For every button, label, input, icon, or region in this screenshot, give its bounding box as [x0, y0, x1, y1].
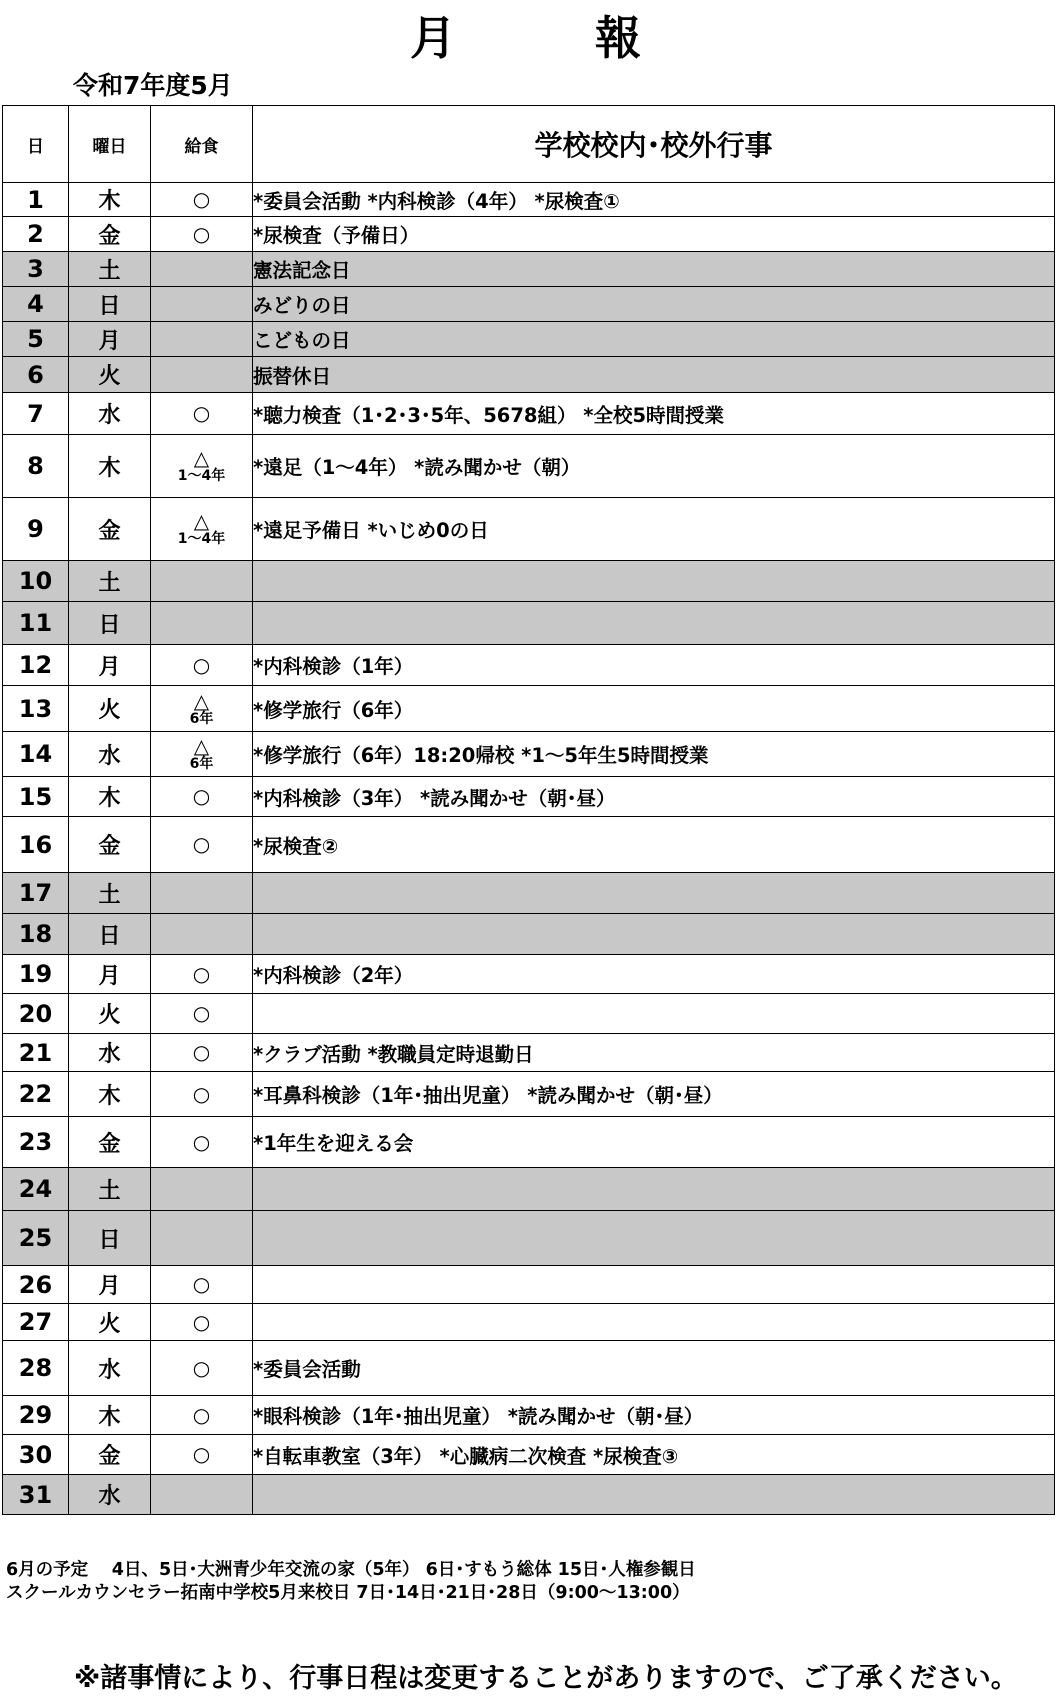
day-number: 29: [3, 1396, 69, 1435]
day-number: 23: [3, 1117, 69, 1168]
meal-status: [151, 1117, 253, 1168]
events-cell: *尿検査（予備日）: [253, 217, 1055, 252]
table-row: [3, 1475, 1055, 1515]
weekday: 木: [69, 777, 151, 817]
weekday: 金: [69, 1117, 151, 1168]
day-number: 7: [3, 393, 69, 435]
weekday: 土: [69, 561, 151, 602]
weekday: 日: [69, 287, 151, 322]
meal-status: [151, 1266, 253, 1304]
meal-grades: 1～4年: [177, 468, 226, 485]
table-row: [3, 561, 1055, 602]
meal-status: [151, 561, 253, 602]
events-cell: *1年生を迎える会: [253, 1117, 1055, 1168]
header-events: 学校校内･校外行事: [253, 106, 1055, 183]
meal-mark: ○: [192, 187, 211, 211]
day-number: 3: [3, 252, 69, 287]
meal-status: [151, 322, 253, 357]
day-number: 16: [3, 817, 69, 873]
events-cell: *耳鼻科検診（1年･抽出児童） *読み聞かせ（朝･昼）: [253, 1072, 1055, 1117]
events-cell: *自転車教室（3年） *心臓病二次検査 *尿検査③: [253, 1435, 1055, 1475]
day-number: 24: [3, 1168, 69, 1211]
day-number: 5: [3, 322, 69, 357]
day-number: 11: [3, 602, 69, 645]
meal-mark: ○: [192, 401, 211, 425]
meal-status: [151, 357, 253, 393]
meal-status: [151, 955, 253, 994]
day-number: 2: [3, 217, 69, 252]
header-day: 日: [3, 106, 69, 183]
events-cell: *遠足（1～4年） *読み聞かせ（朝）: [253, 435, 1055, 498]
weekday: 水: [69, 1341, 151, 1396]
day-number: 28: [3, 1341, 69, 1396]
meal-mark: △: [193, 734, 210, 759]
day-number: 31: [3, 1475, 69, 1515]
table-row: [3, 817, 1055, 873]
weekday: 日: [69, 602, 151, 645]
weekday: 土: [69, 1168, 151, 1211]
table-row: [3, 645, 1055, 686]
day-number: 9: [3, 498, 69, 561]
events-cell: [253, 1266, 1055, 1304]
weekday: 金: [69, 498, 151, 561]
day-number: 1: [3, 183, 69, 217]
title-char-2: 報: [595, 11, 643, 65]
meal-status: [151, 914, 253, 955]
events-cell: [253, 561, 1055, 602]
day-number: 18: [3, 914, 69, 955]
table-row: [3, 955, 1055, 994]
meal-mark: ○: [192, 1309, 211, 1334]
events-cell: [253, 994, 1055, 1034]
meal-mark: ○: [192, 1272, 211, 1296]
table-row: [3, 914, 1055, 955]
table-row: [3, 1072, 1055, 1117]
events-cell: *遠足予備日 *いじめ0の日: [253, 498, 1055, 561]
meal-mark: ○: [192, 1040, 211, 1064]
meal-mark: ○: [192, 961, 211, 986]
meal-mark: ○: [192, 832, 211, 856]
meal-status: [151, 1341, 253, 1396]
meal-status: [151, 1435, 253, 1475]
events-cell: *委員会活動 *内科検診（4年） *尿検査①: [253, 183, 1055, 217]
meal-status: [151, 1072, 253, 1117]
day-number: 26: [3, 1266, 69, 1304]
meal-grades: 6年: [189, 756, 214, 773]
events-cell: *眼科検診（1年･抽出児童） *読み聞かせ（朝･昼）: [253, 1396, 1055, 1435]
meal-status: [151, 994, 253, 1034]
day-number: 22: [3, 1072, 69, 1117]
meal-status: [151, 873, 253, 914]
counselor-note: スクールカウンセラー拓南中学校5月来校日 7日･14日･21日･28日（9:00～13:00）: [6, 1583, 690, 1603]
meal-mark: △: [193, 446, 210, 471]
table-row: [3, 498, 1055, 561]
header-meal: 給食: [151, 106, 253, 183]
header-row: [3, 106, 1055, 183]
meal-status: [151, 1211, 253, 1266]
meal-status: [151, 498, 253, 561]
meal-mark: △: [193, 688, 210, 713]
table-row: [3, 393, 1055, 435]
weekday: 土: [69, 252, 151, 287]
table-row: [3, 252, 1055, 287]
events-cell: [253, 1211, 1055, 1266]
table-row: [3, 1435, 1055, 1475]
meal-status: [151, 777, 253, 817]
events-cell: *内科検診（3年） *読み聞かせ（朝･昼）: [253, 777, 1055, 817]
table-row: [3, 1211, 1055, 1266]
events-cell: [253, 1168, 1055, 1211]
events-cell: [253, 1475, 1055, 1515]
events-cell: *内科検診（1年）: [253, 645, 1055, 686]
meal-status: [151, 1304, 253, 1341]
weekday: 月: [69, 645, 151, 686]
weekday: 木: [69, 1072, 151, 1117]
table-row: [3, 1396, 1055, 1435]
weekday: 火: [69, 1304, 151, 1341]
table-row: [3, 287, 1055, 322]
day-number: 12: [3, 645, 69, 686]
meal-status: [151, 602, 253, 645]
events-cell: *内科検診（2年）: [253, 955, 1055, 994]
june-schedule-note: 6月の予定 4日、5日･大洲青少年交流の家（5年） 6日･すもう総体 15日･人権参観日: [6, 1560, 696, 1580]
events-cell: *修学旅行（6年）18:20帰校 *1～5年生5時間授業: [253, 732, 1055, 777]
weekday: 金: [69, 1435, 151, 1475]
meal-mark: ○: [192, 1442, 211, 1466]
day-number: 20: [3, 994, 69, 1034]
day-number: 15: [3, 777, 69, 817]
subtitle: 令和7年度5月: [73, 71, 233, 100]
meal-status: [151, 1168, 253, 1211]
meal-status: [151, 732, 253, 777]
day-number: 6: [3, 357, 69, 393]
table-row: [3, 777, 1055, 817]
meal-mark: ○: [192, 221, 211, 246]
day-number: 10: [3, 561, 69, 602]
weekday: 木: [69, 1396, 151, 1435]
table-row: [3, 183, 1055, 217]
events-cell: [253, 914, 1055, 955]
events-cell: こどもの日: [253, 322, 1055, 357]
table-row: [3, 873, 1055, 914]
weekday: 火: [69, 686, 151, 732]
day-number: 27: [3, 1304, 69, 1341]
meal-status: [151, 645, 253, 686]
day-number: 25: [3, 1211, 69, 1266]
meal-status: [151, 252, 253, 287]
table-row: [3, 435, 1055, 498]
weekday: 金: [69, 217, 151, 252]
weekday: 土: [69, 873, 151, 914]
day-number: 30: [3, 1435, 69, 1475]
meal-grades: 6年: [189, 710, 214, 727]
day-number: 21: [3, 1034, 69, 1072]
meal-mark: ○: [192, 1129, 211, 1154]
weekday: 水: [69, 1034, 151, 1072]
meal-mark: ○: [192, 1402, 211, 1427]
meal-status: [151, 817, 253, 873]
events-cell: *尿検査②: [253, 817, 1055, 873]
events-cell: みどりの日: [253, 287, 1055, 322]
title-char-1: 月: [410, 11, 458, 65]
meal-status: [151, 1034, 253, 1072]
day-number: 4: [3, 287, 69, 322]
meal-status: [151, 183, 253, 217]
events-cell: 振替休日: [253, 357, 1055, 393]
weekday: 日: [69, 1211, 151, 1266]
table-row: [3, 1168, 1055, 1211]
events-cell: *聴力検査（1･2･3･5年、5678組） *全校5時間授業: [253, 393, 1055, 435]
weekday: 水: [69, 732, 151, 777]
events-cell: *修学旅行（6年）: [253, 686, 1055, 732]
table-row: [3, 1117, 1055, 1168]
weekday: 月: [69, 955, 151, 994]
table-row: [3, 1341, 1055, 1396]
schedule-table: [2, 105, 1055, 1515]
header-dow: 曜日: [69, 106, 151, 183]
table-row: [3, 1304, 1055, 1341]
table-row: [3, 1034, 1055, 1072]
change-notice: ※諸事情により、行事日程は変更することがありますので、ご了承ください。: [74, 1663, 1018, 1694]
meal-mark: ○: [192, 784, 211, 808]
meal-mark: ○: [192, 652, 211, 677]
table-row: [3, 217, 1055, 252]
table-row: [3, 994, 1055, 1034]
meal-status: [151, 287, 253, 322]
day-number: 14: [3, 732, 69, 777]
meal-grades: 1～4年: [177, 531, 226, 548]
table-row: [3, 357, 1055, 393]
day-number: 17: [3, 873, 69, 914]
weekday: 火: [69, 994, 151, 1034]
events-cell: [253, 1304, 1055, 1341]
events-cell: [253, 873, 1055, 914]
meal-status: [151, 1396, 253, 1435]
meal-status: [151, 1475, 253, 1515]
weekday: 月: [69, 322, 151, 357]
table-row: [3, 602, 1055, 645]
table-row: [3, 1266, 1055, 1304]
schedule-rows: [3, 183, 1055, 1515]
day-number: 13: [3, 686, 69, 732]
weekday: 月: [69, 1266, 151, 1304]
meal-mark: ○: [192, 1081, 211, 1106]
events-cell: 憲法記念日: [253, 252, 1055, 287]
weekday: 水: [69, 393, 151, 435]
weekday: 火: [69, 357, 151, 393]
meal-status: [151, 393, 253, 435]
meal-status: [151, 686, 253, 732]
table-row: [3, 686, 1055, 732]
meal-mark: △: [193, 509, 210, 534]
meal-status: [151, 217, 253, 252]
events-cell: *委員会活動: [253, 1341, 1055, 1396]
weekday: 日: [69, 914, 151, 955]
weekday: 木: [69, 435, 151, 498]
meal-mark: ○: [192, 1355, 211, 1380]
day-number: 19: [3, 955, 69, 994]
weekday: 木: [69, 183, 151, 217]
events-cell: [253, 602, 1055, 645]
day-number: 8: [3, 435, 69, 498]
meal-status: [151, 435, 253, 498]
meal-mark: ○: [192, 1001, 211, 1025]
events-cell: *クラブ活動 *教職員定時退勤日: [253, 1034, 1055, 1072]
table-row: [3, 322, 1055, 357]
weekday: 水: [69, 1475, 151, 1515]
weekday: 金: [69, 817, 151, 873]
table-row: [3, 732, 1055, 777]
